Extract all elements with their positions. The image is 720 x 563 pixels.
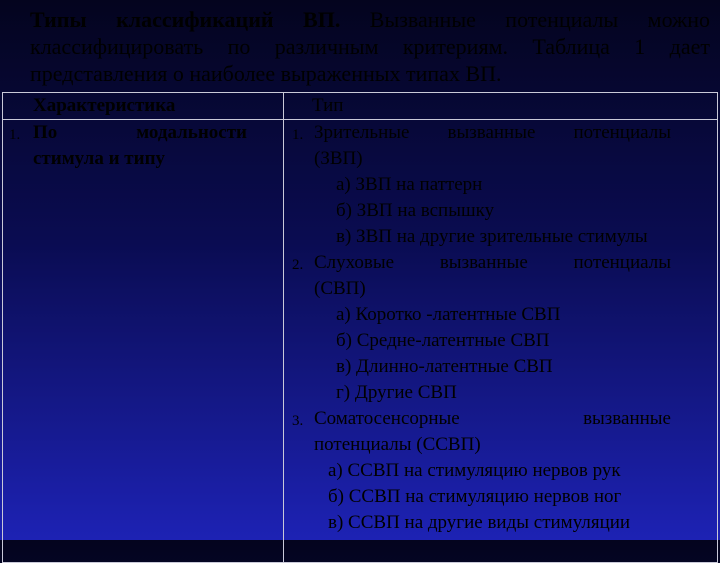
classification-table bbox=[2, 92, 718, 563]
table-row bbox=[3, 120, 718, 563]
row-number: 1. bbox=[9, 127, 21, 143]
group-word: Зрительные bbox=[314, 122, 410, 143]
type-group-visual bbox=[292, 120, 671, 250]
group-word: вызванные bbox=[583, 408, 671, 429]
list-item: в) ЗВП на другие зрительные стимулы bbox=[336, 226, 648, 247]
list-item: в) Длинно-латентные СВП bbox=[336, 356, 553, 377]
table-header-row bbox=[3, 93, 718, 120]
list-item: б) ЗВП на вспышку bbox=[336, 200, 495, 221]
list-item: а) ЗВП на паттерн bbox=[336, 174, 483, 195]
types-cell bbox=[284, 120, 718, 563]
criterion-text bbox=[33, 120, 247, 172]
header-type: Тип bbox=[284, 93, 718, 120]
list-item: а) Коротко -латентные СВП bbox=[336, 304, 561, 325]
group-word: Слуховые bbox=[314, 252, 395, 273]
list-item: б) ССВП на стимуляцию нервов ног bbox=[328, 486, 622, 507]
type-group-somatosensory bbox=[292, 406, 671, 536]
list-item: в) ССВП на другие виды стимуляции bbox=[328, 512, 631, 533]
group-number: 1. bbox=[292, 127, 304, 143]
group-number: 2. bbox=[292, 257, 304, 273]
criterion-word: модальности bbox=[136, 122, 247, 143]
group-word: потенциалы bbox=[573, 252, 671, 273]
list-item: б) Средне-латентные СВП bbox=[336, 330, 550, 351]
group-word: Соматосенсорные bbox=[314, 408, 460, 429]
group-word: вызванные bbox=[447, 122, 536, 143]
group-word: потенциалы bbox=[573, 122, 671, 143]
list-item: г) Другие СВП bbox=[336, 382, 457, 403]
list-item: а) ССВП на стимуляцию нервов рук bbox=[328, 460, 621, 481]
type-group-auditory bbox=[292, 250, 671, 406]
group-continuation: (ЗВП) bbox=[314, 148, 363, 169]
criterion-cell bbox=[3, 120, 284, 563]
group-word: вызванные bbox=[439, 252, 528, 273]
group-number: 3. bbox=[292, 413, 304, 429]
criterion-line: стимула и типу bbox=[33, 148, 166, 169]
intro-paragraph bbox=[30, 6, 710, 87]
header-characteristic: Характеристика bbox=[3, 93, 284, 120]
intro-text: Вызванные потенциалы можно классифицировать по различным критериям. Таблица 1 дает представления о наиболее выраженных типах ВП. bbox=[30, 7, 710, 86]
group-continuation: потенциалы (ССВП) bbox=[314, 434, 481, 455]
group-continuation: (СВП) bbox=[314, 278, 366, 299]
criterion-word: По bbox=[33, 122, 58, 143]
intro-title: Типы классификаций ВП. bbox=[30, 7, 341, 32]
